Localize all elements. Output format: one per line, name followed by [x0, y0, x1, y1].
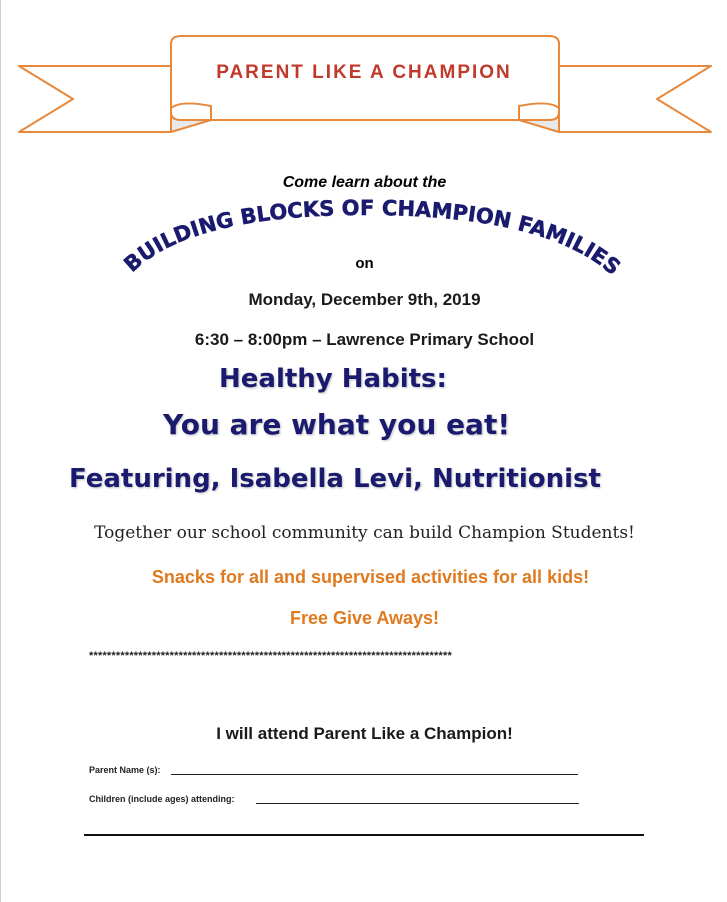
headline-featuring: Featuring, Isabella Levi, Nutritionist	[69, 464, 601, 494]
parent-name-label: Parent Name (s):	[89, 765, 161, 775]
star-divider: *********************************************************************************	[89, 650, 452, 662]
children-label: Children (include ages) attending:	[89, 794, 235, 804]
event-time-place: 6:30 – 8:00pm – Lawrence Primary School	[194, 330, 535, 349]
intro-text: Come learn about the	[282, 174, 447, 191]
on-text: on	[355, 255, 374, 272]
rsvp-heading: I will attend Parent Like a Champion!	[216, 724, 513, 743]
children-line[interactable]	[256, 803, 579, 804]
event-date: Monday, December 9th, 2019	[248, 290, 481, 309]
free-give-aways: Free Give Aways!	[289, 608, 440, 628]
arc-title-text: BUILDING BLOCKS OF CHAMPION FAMILIES	[119, 195, 626, 280]
snacks-text: Snacks for all and supervised activities for all kids!	[151, 567, 590, 587]
headline-healthy-habits: Healthy Habits:	[219, 364, 447, 394]
bottom-rule	[84, 834, 644, 836]
headline-you-are-what-you-eat: You are what you eat!	[163, 408, 511, 441]
parent-name-line[interactable]	[171, 774, 578, 775]
banner-title: PARENT LIKE A CHAMPION	[216, 62, 512, 83]
together-text: Together our school community can build Champion Students!	[94, 523, 635, 543]
